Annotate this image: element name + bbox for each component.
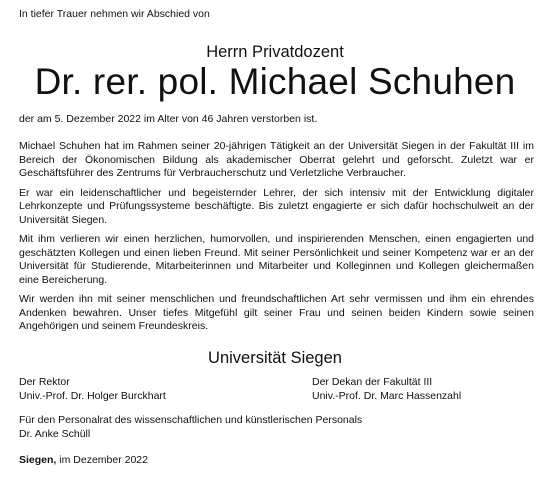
organization-name: Universität Siegen [208, 349, 342, 367]
deceased-name: Dr. rer. pol. Michael Schuhen [34, 61, 516, 102]
signatory-role: Der Dekan der Fakultät III [312, 376, 433, 388]
paragraph: Er war ein leidenschaftlicher und begeisternder Lehrer, der sich intensiv mit der Entwicklung digitaler Lehrkonzepte und Prüfungssysteme beschäftigte. Bis zuletzt engagierte er sich dafür hochschulweit an der Universität Siegen. [19, 186, 534, 226]
signatory-dean [312, 376, 461, 403]
obituary-body [19, 140, 534, 340]
signatory-name: Univ.-Prof. Dr. Holger Burckhart [19, 389, 166, 402]
place-date-line [19, 454, 148, 466]
paragraph: Michael Schuhen hat im Rahmen seiner 20-jährigen Tätigkeit an der Universität Siegen in der Fakultät III im Bereich der Ökonomischen Bildung als akademischer Oberrat gelehrt und geforscht. Zuletzt war er Geschäftsführer des Zentrums für Verbraucherschutz und Verletzliche Verbraucher. [19, 140, 534, 179]
personalrat-name: Dr. Anke Schüll [19, 427, 91, 440]
paragraph: Mit ihm verlieren wir einen herzlichen, humorvollen, und inspirierenden Menschen, einen engagierten und geschätzten Kollegen und einen lieben Freund. Mit seiner Persönlichkeit und seiner Kompetenz war er an der Universität für Studierende, Mitarbeiterinnen und Mitarbeiter und Kolleginnen und Kollegen gleichermaßen eine Bereicherung. [19, 233, 534, 286]
personalrat-line: Für den Personalrat des wissenschaftlichen und künstlerischen Personals [19, 414, 363, 426]
honorific: Herrn Privatdozent [206, 43, 344, 61]
personalrat-signature [19, 414, 362, 441]
intro-line: In tiefer Trauer nehmen wir Abschied von [19, 8, 210, 20]
death-date-line: der am 5. Dezember 2022 im Alter von 46 Jahren verstorben ist. [19, 113, 318, 125]
signatory-rector [19, 376, 166, 403]
place: Siegen, [19, 454, 57, 466]
signatory-name: Univ.-Prof. Dr. Marc Hassenzahl [312, 389, 462, 402]
date: im Dezember 2022 [56, 454, 148, 466]
signatory-role: Der Rektor [19, 376, 70, 388]
paragraph: Wir werden ihn mit seiner menschlichen und freundschaftlichen Art sehr vermissen und ihm ein ehrendes Andenken bewahren. Unser tiefes Mitgefühl gilt seiner Frau und seinen beiden Kindern sowie seinen Angehörigen und seinem Freundeskreis. [19, 293, 534, 332]
